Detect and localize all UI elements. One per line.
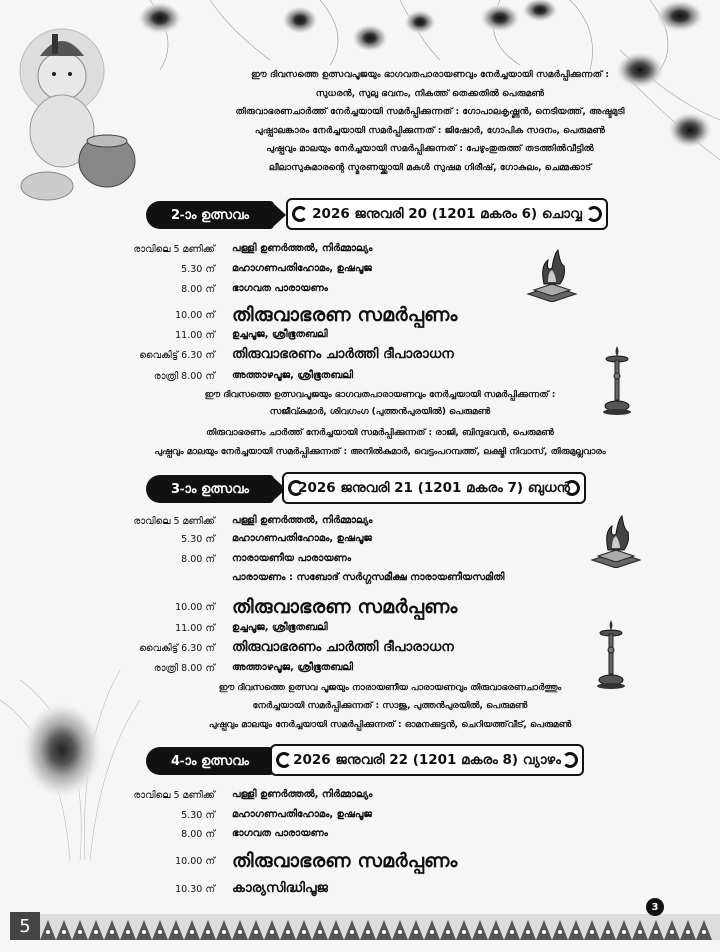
row-time: 5.30 ന് bbox=[181, 534, 215, 545]
row-time: രാത്രി 8.00 ന് bbox=[153, 663, 215, 674]
day2-date: 2026 ജനുവരി 20 (1201 മകരം 6) ചൊവ്വ bbox=[312, 206, 582, 222]
row-event: മഹാഗണപതിഹോമം, ഉഷപൂജ bbox=[232, 263, 372, 274]
day4-badge: 4-ാം ഉത്സവം bbox=[146, 747, 274, 775]
schedule-row bbox=[0, 852, 720, 872]
intro-line: സുധരൻ, സുലു ഭവനം, നികത്ത് തെക്കതിൽ പെരുമൺ bbox=[315, 87, 545, 99]
day2-badge: 2-ാം ഉത്സവം bbox=[146, 201, 274, 229]
day2-note: പുഷ്പവും മാലയും നേർച്ചയായി സമർപ്പിക്കുന്നത് : അനിൽകുമാർ, വെട്ടംപറമ്പത്ത്, ലക്ഷ്മി നിവാസ്, തിരുമുല്ലവാരം bbox=[154, 447, 606, 457]
row-time: 11.00 ന് bbox=[175, 623, 215, 634]
row-time: 10.00 ന് bbox=[175, 856, 215, 867]
row-event-highlight: തിരുവാഭരണ സമർപ്പണം bbox=[232, 596, 458, 618]
row-time: 8.00 ന് bbox=[181, 829, 215, 840]
row-event: അത്താഴപൂജ, ശ്രീഭൂതബലി bbox=[232, 662, 354, 673]
swirl-icon bbox=[564, 480, 580, 496]
row-event: പള്ളി ഉണർത്തൽ, നിർമ്മാല്യം bbox=[232, 789, 373, 800]
row-event: അത്താഴപൂജ, ശ്രീഭൂതബലി bbox=[232, 370, 354, 381]
schedule-row bbox=[0, 806, 720, 826]
schedule-row bbox=[0, 569, 720, 589]
day2-note: സജീവ്കുമാർ, ശിവഗംഗ (പുത്തൻപുരയിൽ) പെരുമൺ bbox=[269, 407, 491, 417]
intro-line: പുഷ്പാലങ്കാരം നേർച്ചയായി സമർപ്പിക്കുന്നത് : ജിഷോർ, ഗോപിക സദനം, പെരുമൺ bbox=[254, 124, 606, 136]
row-time: രാവിലെ 5 മണിക്ക് bbox=[133, 516, 215, 527]
day2-note: തിരുവാഭരണം ചാർത്ത് നേർച്ചയായി സമർപ്പിക്കുന്നത് : രാജി, ബിന്ദുഭവൻ, പെരുമൺ bbox=[206, 428, 554, 438]
row-event: ഉച്ചപൂജ, ശ്രീഭൂതബലി bbox=[232, 329, 328, 340]
row-event: മഹാഗണപതിഹോമം, ഉഷപൂജ bbox=[232, 533, 372, 544]
swirl-icon bbox=[586, 206, 602, 222]
row-event: ഉച്ചപൂജ, ശ്രീഭൂതബലി bbox=[232, 622, 328, 633]
row-event-highlight: തിരുവാഭരണം ചാർത്തി ദീപാരാധന bbox=[232, 346, 454, 362]
nilavilakku-lamp-icon bbox=[602, 346, 632, 416]
row-time: രാവിലെ 5 മണിക്ക് bbox=[133, 790, 215, 801]
decorative-border bbox=[40, 914, 720, 940]
baby-krishna-illustration bbox=[2, 16, 152, 216]
row-event: പാരായണം : സബോദ് സർഗ്ഗസമീക്ഷ നാരായണീയസമിതി bbox=[232, 572, 505, 583]
intro-line: ലീലാസുകുമാരന്റെ സ്മരണയ്ക്കായി മകൾ സുഷമ ഗിരീഷ്, ഗോകുലം, ചെമ്മക്കാട് bbox=[268, 161, 592, 173]
day3-date-box bbox=[282, 472, 586, 504]
day3-note: പുഷ്പവും മാലയും നേർച്ചയായി സമർപ്പിക്കുന്നത് : ഓമനക്കുട്ടൻ, ചെറിയത്ത്‌വീട്, പെരുമൺ bbox=[208, 720, 572, 730]
intro-line: തിരുവാഭരണചാർത്ത് നേർച്ചയായി സമർപ്പിക്കുന്നത് : ഗോപാലകൃഷ്ണൻ, നെടിയത്ത്, അഷ്ടമുടി bbox=[235, 106, 625, 118]
schedule-row bbox=[0, 598, 720, 618]
row-time: വൈകിട്ട് 6.30 ന് bbox=[139, 350, 215, 361]
day3-date: 2026 ജനുവരി 21 (1201 മകരം 7) ബുധൻ bbox=[298, 480, 570, 496]
nilavilakku-lamp-icon bbox=[596, 620, 626, 690]
row-event: മഹാഗണപതിഹോമം, ഉഷപൂജ bbox=[232, 809, 372, 820]
row-time: രാവിലെ 5 മണിക്ക് bbox=[133, 244, 215, 255]
row-event-highlight: തിരുവാഭരണ സമർപ്പണം bbox=[232, 850, 458, 872]
row-event: ഭാഗവത പാരായണം bbox=[232, 828, 328, 839]
intro-line: ഈ ദിവസത്തെ ഉത്സവപൂജയും ഭാഗവതപാരായണവും നേർച്ചയായി സമർപ്പിക്കുന്നത് : bbox=[250, 69, 610, 80]
row-event-highlight: തിരുവാഭരണ സമർപ്പണം bbox=[232, 304, 458, 326]
row-time: 8.00 ന് bbox=[181, 284, 215, 295]
swirl-icon bbox=[276, 752, 292, 768]
row-time: 5.30 ന് bbox=[181, 810, 215, 821]
row-event: പള്ളി ഉണർത്തൽ, നിർമ്മാല്യം bbox=[232, 243, 373, 254]
intro-sponsors bbox=[150, 66, 710, 178]
row-event-highlight: കാര്യസിദ്ധിപൂജ bbox=[232, 880, 328, 896]
row-time: 11.00 ന് bbox=[175, 330, 215, 341]
row-event: പള്ളി ഉണർത്തൽ, നിർമ്മാല്യം bbox=[232, 515, 373, 526]
page-number-right: 3 bbox=[646, 898, 664, 916]
schedule-row bbox=[0, 240, 720, 260]
day4-date: 2026 ജനുവരി 22 (1201 മകരം 8) വ്യാഴം bbox=[293, 752, 561, 768]
day3-note: ഈ ദിവസത്തെ ഉത്സവ പൂജയും നാരായണീയ പാരായണവും തിരുവാഭരണചാർത്തും bbox=[218, 683, 562, 693]
row-time: 10.00 ന് bbox=[175, 310, 215, 321]
schedule-row bbox=[0, 326, 720, 346]
row-time: 10.30 ന് bbox=[175, 884, 215, 895]
day4-date-box bbox=[270, 744, 584, 776]
schedule-row bbox=[0, 880, 720, 900]
row-time: 10.00 ന് bbox=[175, 602, 215, 613]
row-time: രാത്രി 8.00 ന് bbox=[153, 371, 215, 382]
row-event-highlight: തിരുവാഭരണം ചാർത്തി ദീപാരാധന bbox=[232, 639, 454, 655]
row-time: 8.00 ന് bbox=[181, 554, 215, 565]
day2-header bbox=[0, 198, 720, 232]
swirl-icon bbox=[292, 206, 308, 222]
row-event: ഭാഗവത പാരായണം bbox=[232, 283, 328, 294]
schedule-row bbox=[0, 306, 720, 326]
homa-kundam-icon bbox=[524, 246, 580, 302]
schedule-row bbox=[0, 825, 720, 845]
swirl-icon bbox=[288, 480, 304, 496]
page-footer bbox=[0, 901, 720, 952]
day2-note: ഈ ദിവസത്തെ ഉത്സവപൂജയും ഭാഗവതപാരായണവും നേർച്ചയായി സമർപ്പിക്കുന്നത് : bbox=[204, 390, 556, 400]
row-time: വൈകിട്ട് 6.30 ന് bbox=[139, 643, 215, 654]
homa-kundam-icon bbox=[588, 512, 644, 568]
day3-header bbox=[0, 472, 720, 506]
swirl-icon bbox=[562, 752, 578, 768]
row-time: 5.30 ന് bbox=[181, 264, 215, 275]
page-number-left: 5 bbox=[10, 912, 40, 940]
day4-header bbox=[0, 744, 720, 778]
day3-note: നേർച്ചയായി സമർപ്പിക്കുന്നത് : സാജു, പുത്തൻപുരയിൽ, പെരുമൺ bbox=[252, 701, 528, 711]
row-event: നാരായണീയ പാരായണം bbox=[232, 553, 352, 564]
day3-badge: 3-ാം ഉത്സവം bbox=[146, 475, 274, 503]
schedule-row bbox=[0, 260, 720, 280]
schedule-row bbox=[0, 786, 720, 806]
intro-line: പുഷ്പവും മാലയും നേർച്ചയായി സമർപ്പിക്കുന്നത് : പേഴുംതുരുത്ത് തടത്തിൽവീട്ടിൽ bbox=[266, 143, 594, 155]
day2-date-box bbox=[286, 198, 608, 230]
schedule-row bbox=[0, 280, 720, 300]
